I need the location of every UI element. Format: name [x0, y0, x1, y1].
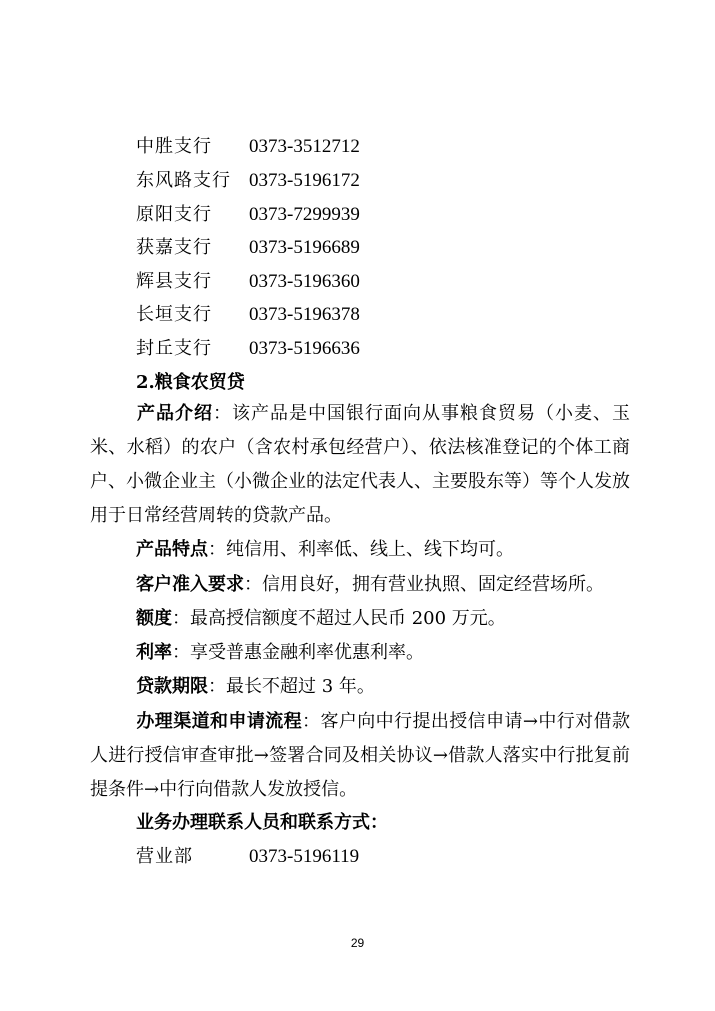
branch-phone: 0373-5196360 — [249, 271, 360, 292]
loan-term — [90, 672, 630, 702]
branch-name: 东风路支行 — [136, 170, 231, 191]
branch-phone: 0373-5196636 — [249, 338, 360, 359]
branch-phone: 0373-3512712 — [249, 136, 360, 157]
requirements-text: ：信用良好，拥有营业执照、固定经营场所。 — [244, 574, 604, 595]
branch-name: 获嘉支行 — [136, 237, 212, 258]
contact-name: 营业部 — [136, 846, 193, 867]
rate-text: ：享受普惠金融利率优惠利率。 — [172, 642, 424, 663]
product-features — [90, 535, 630, 565]
process-label: 办理渠道和申请流程 — [136, 711, 303, 732]
customer-requirements — [90, 570, 630, 600]
intro-text: ：该产品是中国银行面向从事粮食贸易（小麦、玉米、水稻）的农户（含农村承包经营户）、依法核准登记的个体工商户、小微企业主（小微企业的法定代表人、主要股东等）等个人发放用于日常经营周转的贷款产品。 — [90, 403, 630, 526]
term-label: 贷款期限 — [136, 676, 208, 697]
page-number: 29 — [350, 936, 365, 950]
interest-rate — [90, 638, 630, 668]
features-label: 产品特点 — [136, 539, 208, 560]
credit-amount — [90, 604, 630, 634]
branch-phone: 0373-7299939 — [249, 204, 360, 225]
branch-phone: 0373-5196172 — [249, 170, 360, 191]
intro-label: 产品介绍 — [136, 403, 213, 424]
rate-label: 利率 — [136, 642, 172, 663]
requirements-label: 客户准入要求 — [136, 574, 244, 595]
branch-name: 长垣支行 — [136, 304, 212, 325]
amount-text: ：最高授信额度不超过人民币 200 万元。 — [172, 608, 506, 629]
branch-name: 辉县支行 — [136, 271, 212, 292]
product-intro — [90, 397, 630, 533]
term-text: ：最长不超过 3 年。 — [208, 676, 375, 697]
contact-phone: 0373-5196119 — [249, 846, 360, 867]
branch-name: 封丘支行 — [136, 338, 212, 359]
application-process — [90, 705, 630, 807]
branch-phone: 0373-5196378 — [249, 304, 360, 325]
branch-name: 中胜支行 — [136, 136, 212, 157]
amount-label: 额度 — [136, 608, 172, 629]
branch-phone: 0373-5196689 — [249, 237, 360, 258]
contact-heading: 业务办理联系人员和联系方式： — [136, 812, 388, 833]
features-text: ：纯信用、利率低、线上、线下均可。 — [208, 539, 514, 560]
branch-name: 原阳支行 — [136, 204, 212, 225]
section-title: 2.粮食农贸贷 — [136, 372, 245, 393]
process-text: ：客户向中行提出授信申请→中行对借款人进行授信审查审批→签署合同及相关协议→借款人落实中行批复前提条件→中行向借款人发放授信。 — [90, 711, 630, 800]
